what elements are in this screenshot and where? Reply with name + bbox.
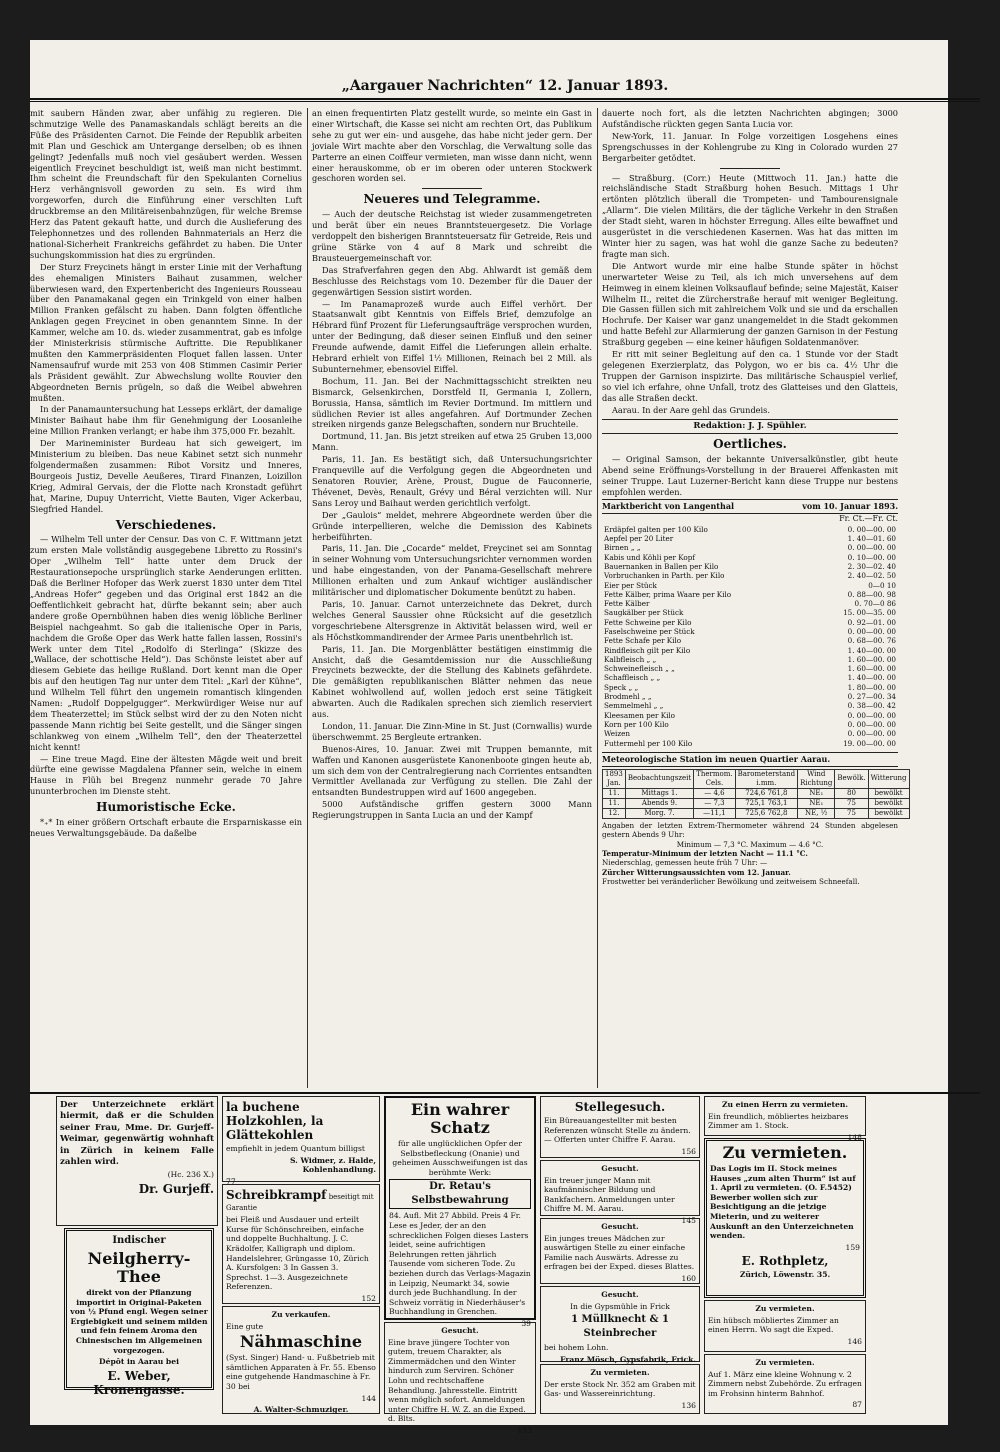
rent-title: Zu vermieten.: [755, 1304, 815, 1313]
coal-title: la buchene Holzkohlen, la Glättekohlen: [226, 1100, 324, 1142]
market-row: [602, 655, 898, 664]
market-row: [602, 599, 898, 608]
wanted-man-ad: [540, 1160, 700, 1225]
weather-cell: Mittags 1.: [625, 788, 693, 798]
tea-vendor: E. Weber, Kronengasse.: [93, 1368, 185, 1397]
news-item: Das Strafverfahren gegen den Abg. Ahlwardt ist gemäß dem Beschlusse des Reichstags vom 10. Dezember für die Dauer der gegenwärtigen Session sistirt worden.: [312, 264, 592, 297]
market-item: Speck „ „: [604, 682, 639, 692]
rent-body: Auf 1. März eine kleine Wohnung v. 2 Zimmern nebst Zubehörde. Zu erfragen im Frohsinn hinterm Bahnhof.: [708, 1369, 862, 1398]
job-search-title: Stellegesuch.: [574, 1100, 666, 1114]
article-paragraph: — Wilhelm Tell unter der Censur. Das von C. F. Wittmann jetzt zum ersten Male vollständig ausgegebene Libretto zu Rossini's Oper „Wilhelm Tell“ hatte unter dem Druck der Restaurationsepoche ursprünglich starke Aenderungen erlitten. Daß die Berliner Hofoper das Werk zuerst 1830 unter dem Titel „Andreas Hofer“ gegeben und das Original erst 1842 an die Oeffentlichkeit gebracht hat, dürfte bekannt sein; aber auch andere große Opernbühnen haben dies wenig löbliche Berliner Beispiel nachgeahmt. So gab die italienische Oper in Paris, nachdem die Große Oper das Werk hatte fallen lassen, Rossini's Werk unter dem Titel „Rodolfo di Sterlinga“ (Skizze des „Wallace, der schottische Held“). Das Schönste leistet aber auf diesem Gebiete das heilige Rußland. Dort kennt man die Oper bis auf den heutigen Tag nur unter dem Titel: „Karl der Kühne“, und Wilhelm Tell führt den ungemein romantisch klingenden Namen: „Rudolf Doppelgugger“. Merkwürdiger Weise nur auf dem Theaterzettel; im Stück selbst wird der zu den Noten nicht passende Mann richtig bei Seite gestellt, und die Sänger singen schlankweg von einem „Wilhelm Tell“, den der Theaterzettel nicht kennt!: [30, 534, 302, 752]
weather-cell: — 4,6: [694, 788, 735, 798]
market-row: [602, 581, 898, 590]
market-item: Vorbruchanken in Parth. per Kilo: [604, 571, 725, 581]
column-2: [312, 108, 592, 1088]
mill-worker-ad: [540, 1286, 700, 1362]
apartment-signature: E. Rothpletz,: [741, 1254, 829, 1269]
apartment-body: Das Logis im II. Stock meines Hauses „zum alten Thurm“ ist auf 1. April zu vermieten. (O. F.5452) Bewerber wollen sich zur Besichtigung an die jetzige Mieterin, und zu weiterer Auskunft an den Unterzeichneten wenden.: [710, 1164, 856, 1241]
notice-ref: (Hc. 236 X.): [167, 1170, 214, 1180]
news-item: London, 11. Januar. Die Zinn-Mine in St. Just (Cornwallis) wurde überschwemmt. 25 Bergleute ertranken.: [312, 720, 592, 742]
rent-ref: 146: [847, 1336, 862, 1346]
weather-row: [603, 808, 910, 818]
weather-station-title: Meteorologische Station im neuen Quartier Aarau.: [602, 752, 898, 767]
wanted-ref: 160: [681, 1273, 696, 1283]
job-search-ad: [540, 1096, 700, 1158]
market-item: Futtermehl per 100 Kilo: [604, 738, 693, 748]
article-paragraph: In der Panamauntersuchung hat Lesseps erklärt, der damalige Minister Baihaut habe ihm für Genehmigung der Loosanleihe eine Million Franken verlangt; er habe ihm 375,000 Fr. bezahlt.: [30, 404, 302, 437]
coal-ref: 77: [226, 1176, 236, 1186]
rent-body: Der erste Stock Nr. 352 am Graben mit Gas- und Wassereinrichtung.: [544, 1379, 696, 1399]
wanted-daughter-ad: [384, 1322, 536, 1435]
book-ad-intro: für alle unglücklichen Opfer der Selbstbefleckung (Onanie) und geheimen Ausschweifungen ist das berühmte Werk:: [392, 1139, 528, 1177]
rent-ref: 136: [681, 1400, 696, 1410]
small-apartment-ad: [704, 1354, 866, 1414]
separator: [720, 168, 780, 169]
market-price: 0. 00—00. 00: [847, 543, 896, 553]
weather-cell: — 7,3: [694, 798, 735, 808]
mill-signature: Franz Mösch, Gypsfabrik, Frick.: [560, 1354, 696, 1364]
editor-line: Redaktion: J. J. Spühler.: [602, 419, 898, 434]
weather-cell: 11.: [603, 788, 626, 798]
news-item: Die Antwort wurde mir eine halbe Stunde später in höchst unerwarteter Weise zu Teil, als ich mich unversehens auf dem Heimweg in einem kleinen Volksauflauf befinde; seine Majestät, Kaiser Wilhelm II., reitet die Zürcherstraße herauf mit weniger Begleitung. Die Gassen füllen sich mit zahlreichem Volk und sie und da erschallen Hochrufe. Der Kaiser war ganz unangemeldet in die Stadt gekommen und hatte Befehl zur Allarmierung der ganzen Garnison in der Festung Straßburg gegeben — eine keiner häufigen Soldatenmanöver.: [602, 260, 898, 348]
weather-cell: Morg. 7.: [625, 808, 693, 818]
market-price: 0. 00—00. 00: [847, 626, 896, 636]
room-ad: [704, 1096, 866, 1142]
rent-floor-ad: [540, 1364, 700, 1414]
coal-ad: [222, 1096, 380, 1186]
news-item: Buenos-Aires, 10. Januar. Zwei mit Truppen bemannte, mit Waffen und Kanonen ausgerüstete Kanonenboote gingen heute ab, um sich dem von der Centralregierung nach Corrientes entsandten Vermittler Avellanada zur Verfügung zu stellen. Die Zahl der entsandten Bundestruppen wird auf 1600 angegeben.: [312, 743, 592, 798]
ad-section-rule: [30, 1092, 980, 1094]
article-paragraph: Der Marineminister Burdeau hat sich geweigert, im Ministerium zu bleiben. Das neue Kabinet setzt sich nunmehr folgendermaßen zusammen: Ribot Vorsitz und Inneres, Bourgeois Justiz, Develle Aeußeres, Tirard Finanzen, Loizillon Krieg, Admiral Gervais, der die Flotte nach Kronstadt geführt hat, Marine, Dupuy Unterricht, Viette Bauten, Viger Ackerbau, Siegfried Handel.: [30, 438, 302, 514]
market-price: 0. 92—01. 00: [847, 617, 896, 627]
market-item: Fette Kälber: [604, 599, 650, 609]
weather-cell: bewölkt: [868, 798, 909, 808]
weather-note: Zürcher Witterungsaussichten vom 12. Januar.: [602, 867, 791, 877]
book-ad: [384, 1096, 536, 1328]
furnished-room-ad: [704, 1300, 866, 1352]
market-item: Saugkälber per Stück: [604, 608, 684, 618]
sewing-title: Zu verkaufen.: [271, 1310, 331, 1319]
market-item: Brodmehl „ „: [604, 692, 652, 702]
weather-note: Temperatur-Minimum der letzten Nacht — 11.1 °C.: [602, 848, 808, 858]
mill-body-2: bei hohem Lohn.: [544, 1343, 609, 1353]
article-paragraph: dauerte noch fort, als die letzten Nachrichten abgingen; 3000 Aufständische rückten gegen Santa Lucia vor.: [602, 108, 898, 129]
news-item: Der „Gaulois“ meldet, mehrere Abgeordnete werden über die Gründe interpellieren, welche die Demission des Kabinets herbeiführten.: [312, 509, 592, 542]
weather-header-cell: Beobachtungszeit: [625, 769, 693, 788]
market-price: 1. 60—00. 00: [847, 664, 896, 674]
job-search-ref: 156: [681, 1146, 696, 1156]
weather-note: Niederschlag, gemessen heute früh 7 Uhr: —: [602, 858, 768, 868]
wanted-girl-ad: [540, 1215, 700, 1284]
market-row: [602, 618, 898, 627]
weather-cell: NE₁: [798, 788, 835, 798]
weather-cell: —11,1: [694, 808, 735, 818]
news-item: — Auch der deutsche Reichstag ist wieder zusammengetreten und berät über ein neues Branntsteuergesetz. Die Vorlage verdoppelt den bisherigen Branntsteuersatz für Getreide, Reis und grüne Stärke von 4 auf 8 Mark und schreibt die Brausteuergemeinschaft vor.: [312, 209, 592, 263]
market-row: [602, 701, 898, 710]
coal-body: empfiehlt in jedem Quantum billigst: [226, 1144, 365, 1153]
article-paragraph: an einen frequentirten Platz gestellt wurde, so meinte ein Gast in einer Wirtschaft, die Kasse sei nicht am rechten Ort, das Publikum sehe zu gut wer ein- und ausgehe, das habe nicht jeder gern. Der joviale Wirt machte aber den Vorschlag, die Verwaltung solle das Parterre an einen Coiffeur vermieten, man wisse dann nicht, wenn einer herauskomme, ob er im oberen oder unteren Stockwerk geschoren worden sei.: [312, 108, 592, 184]
apartment-ref: 159: [845, 1242, 860, 1252]
weather-cell: 725,1 763,1: [735, 798, 798, 808]
news-item: Aarau. In der Aare gehl das Grundeis.: [612, 404, 770, 415]
job-search-body: Ein Büreauangestellter mit besten Referenzen wünscht Stelle zu ändern. — Offerten unter Chiffre F. Aarau.: [544, 1116, 691, 1145]
column-divider: [307, 108, 308, 1088]
weather-cell: 12.: [603, 808, 626, 818]
market-item: Semmelmehl „ „: [604, 701, 664, 711]
wanted-title: Gesucht.: [441, 1326, 479, 1335]
page-header: „Aargauer Nachrichten“ 12. Januar 1893.: [341, 78, 669, 94]
market-price: 2. 30—02. 40: [847, 561, 896, 571]
notice-signature: Dr. Gurjeff.: [138, 1182, 214, 1197]
wanted-ref: 145: [681, 1215, 696, 1225]
market-row: [602, 720, 898, 729]
market-row: [602, 543, 898, 552]
weather-row: [603, 788, 910, 798]
wanted-body: Ein treuer junger Mann mit kaufmännischer Bildung und Bankfachern. Anmeldungen unter Chiffre M. M. Aarau.: [544, 1175, 675, 1214]
book-ad-body: 84. Aufl. Mit 27 Abbild. Preis 4 Fr. Lese es Jeder, der an den schrecklichen Folgen dieses Lasters leidet, seine aufrichtigen Belehrungen retten jährlich Tausende vom sicheren Tode. Zu beziehen durch das Verlags-Magazin in Leipzig, Neumarkt 34, sowie durch jede Buchhandlung. In der Schweiz vorrätig in Niederhäuser's Buchhandlung in Grenchen.: [389, 1211, 531, 1317]
weather-cell: bewölkt: [868, 808, 909, 818]
weather-cell: 725,6 762,8: [735, 808, 798, 818]
article-paragraph: Der Sturz Freycinets hängt in erster Linie mit der Verhaftung des ehemaligen Ministers Baihaut zusammen, welcher überwiesen ward, den Expertenbericht des Ingenieurs Rousseau über den Panamakanal gegen ein Trinkgeld von einer halben Million Franken gefälscht zu haben. Dann folgten öffentliche Anklagen gegen Freycinet in oben genanntem Sinne. In der Kammer, welche am 10. ds. wieder zusammentrat, gab es infolge der Ministerkrisis stürmische Auftritte. Die Republikaner mußten den Kammerpräsidenten Floquet fallen lassen. Unter Namensaufruf wurde mit 253 von 408 Stimmen Casimir Perier als Präsident gewählt. Zur Abwechslung wollte Rouvier den Abgeordneten Bernis prügeln, so daß die Weibel abwehren mußten.: [30, 261, 302, 403]
market-price: 15. 00—35. 00: [843, 608, 896, 618]
section-title: Verschiedenes.: [115, 517, 217, 532]
market-item: Korn per 100 Kilo: [604, 719, 669, 729]
market-item: Birnen „ „: [604, 543, 641, 553]
market-row: [602, 525, 898, 534]
mill-body: In die Gypsmühle in Frick: [570, 1301, 670, 1311]
rent-title: Zu vermieten.: [755, 1358, 815, 1367]
writing-course-ref: 152: [361, 1293, 376, 1303]
tea-title: Neilgherry-Thee: [87, 1249, 191, 1286]
market-item: Schaffleisch „ „: [604, 673, 661, 683]
market-row: [602, 711, 898, 720]
weather-table: [602, 769, 910, 819]
market-price: 1. 60—00. 00: [847, 654, 896, 664]
article-paragraph: *₊* In einer größern Ortschaft erbaute die Ersparniskasse ein neues Verwaltungsgebäude. Da daßelbe: [30, 817, 302, 838]
coal-signature: S. Widmer, z. Halde, Kohlenhandlung.: [289, 1155, 376, 1175]
market-price: 1. 40—01. 60: [847, 534, 896, 544]
weather-note: Angaben der letzten Extrem-Thermometer während 24 Stunden abgelesen gestern Abends 9 Uhr:: [602, 820, 898, 840]
news-item: Er ritt mit seiner Begleitung auf den ca. 1 Stunde vor der Stadt gelegenen Exerzierplatz, das Polygon, wo er bis ca. 4½ Uhr die Truppen der Garnison inspizirte. Das militärische Schauspiel verlief, so viel ich erfahre, ohne Unfall, trotz des Glatteises und den Glatteis, das alle Straßen deckt.: [602, 349, 898, 403]
market-item: Faselschweine per Stück: [604, 626, 695, 636]
wanted-body: Eine brave jüngere Tochter von gutem, treuem Charakter, als Zimmermädchen und den Winter hindurch zum Serviren. Schöner Lohn und rechtschaffene Behandlung. Jahresstelle. Eintritt wenn möglich sofort. Anmeldungen unter Chiffre H. W. Z. an die Exped. d. Blts.: [388, 1337, 526, 1424]
weather-cell: NE, ½: [798, 808, 835, 818]
news-item: Paris, 10. Januar. Carnot unterzeichnete das Dekret, durch welches General Saussier ohne Rücksicht auf die gesetzlich vorgeschriebene Altersgrenze in Aktivität belassen wird, weil er als Höchstkommandirender der Armee Paris unentbehrlich ist.: [312, 598, 592, 642]
sewing-ref: 144: [361, 1393, 376, 1403]
market-table: [602, 525, 898, 748]
column-3: [602, 108, 907, 1078]
sewing-subtitle: Eine gute: [226, 1321, 264, 1331]
sewing-headline: Nähmaschine: [239, 1332, 363, 1352]
news-item: New-York, 11. Januar. In Folge vorzeitigen Losgehens eines Sprengschusses in der Kohlengrube zu King in Colorado wurden 27 Bergarbeiter getödtet.: [602, 130, 898, 163]
weather-notes: [602, 821, 898, 887]
market-row: [602, 571, 898, 580]
weather-header-cell: Barometerstand i.mm.: [735, 769, 798, 788]
writing-course-guarantee: beseitigt mit Garantie: [226, 1193, 374, 1212]
market-row: [602, 683, 898, 692]
rent-title: Zu vermieten.: [590, 1368, 650, 1377]
weather-note: Frostwetter bei veränderlicher Bewölkung und zeitweisem Schneefall.: [602, 877, 860, 887]
market-report-title: [602, 499, 898, 514]
news-item: — Im Panamaprozeß wurde auch Eiffel verhört. Der Staatsanwalt gibt Kenntnis von Eiffels Brief, demzufolge an Hébrard fünf Prozent für Lieferungsaufträge versprochen wurden, unter der Bedingung, daß dieser seinen Einfluß und den seiner Freunde aufwende, damit Eiffel die Lieferungen allein erhalte. Hebrard erhielt von Eiffel 1½ Millionen, Reinach bei 2 Mill. als Subunternehmer, ebensoviel Eiffel.: [312, 298, 592, 374]
market-price: 0. 00—00. 00: [847, 710, 896, 720]
market-price: 1. 80—00. 00: [847, 682, 896, 692]
book-ad-ref: 39: [521, 1318, 531, 1328]
weather-cell: 724,6 761,8: [735, 788, 798, 798]
sewing-machine-ad: [222, 1306, 380, 1414]
market-date: vom 10. Januar 1893.: [802, 500, 898, 511]
market-row: [602, 729, 898, 738]
market-item: Eier per Stück: [604, 580, 657, 590]
weather-cell: NE₁: [798, 798, 835, 808]
market-row: [602, 636, 898, 645]
weather-cell: 11.: [603, 798, 626, 808]
market-price: 2. 40—02. 50: [847, 571, 896, 581]
book-title: Dr. Retau's Selbstbewahrung: [389, 1179, 531, 1209]
news-item: Paris, 11. Jan. Die „Cocarde“ meldet, Freycinet sei am Sonntag in seiner Wohnung vom Untersuchungsrichter vernommen worden und habe eingestanden, von der Panama-Gesellschaft mehrere Millionen erhalten und zum Ankauf wichtiger ausländischer militärischer und diplomatischer Dokumente benützt zu haben.: [312, 543, 592, 598]
market-row: [602, 664, 898, 673]
market-price: 0. 00—00. 00: [847, 719, 896, 729]
news-item: — Original Samson, der bekannte Universalkünstler, gibt heute Abend seine Eröffnungs-Vorstellung in der Brauerei Affenkasten mit seiner Truppe. Laut Luzerner-Bericht kann diese Truppe nur bestens empfohlen werden.: [602, 454, 898, 497]
writing-course-ad: [222, 1184, 380, 1304]
market-item: Schweinefleisch „ „: [604, 664, 675, 674]
weather-cell: bewölkt: [868, 788, 909, 798]
weather-cell: 75: [835, 798, 868, 808]
market-item: Erdäpfel galten per 100 Kilo: [604, 524, 708, 534]
market-price: 1. 40—00. 00: [847, 645, 896, 655]
writing-course-title: Schreibkrampf: [226, 1188, 327, 1202]
market-item: Weizen: [604, 729, 631, 739]
market-price: 0—0 10: [868, 580, 896, 590]
market-item: Kabis und Köhli per Kopf: [604, 552, 696, 562]
sewing-body: (Syst. Singer) Hand- u. Fußbetrieb mit sämtlichen Apparaten à Fr. 55. Ebenso eine gutgehende Handmaschine à Fr. 30 bei: [226, 1353, 376, 1391]
news-item: Paris, 11. Jan. Die Morgenblätter bestätigen einstimmig die Ansicht, daß die Gesamtdemission nur die Ausschließung Freycinets bezweckte, der die Stellung des Kabinets gefährdete. Die gemäßigten republikanischen Blätter nehmen das neue Kabinet wohlwollend auf, wollen jedoch erst seine Tätigkeit abwarten. Auch die Radikalen sprechen sich ziemlich reserviert aus.: [312, 643, 592, 720]
separator: [422, 188, 482, 189]
market-item: Fette Schafe per Kilo: [604, 636, 682, 646]
weather-header-cell: Bewölk.: [835, 769, 868, 788]
market-unit-header: Fr. Ct.—Fr. Ct.: [839, 513, 898, 523]
news-item: — Straßburg. (Corr.) Heute (Mittwoch 11. Jan.) hatte die reichsländische Stadt Straßburg hohen Besuch. Mittags 1 Uhr ertönten plötzlich überall die Trompeten- und Tambourensignale „Allarm“. Die vielen Militärs, die der tägliche Verkehr in den Straßen der Stadt sieht, waren in höchster Erregung. Alles eilte bewaffnet und ausgerüstet in die verschiedenen Kasernen. Was hat das mitten im Winter hier zu sagen, was hat wohl die ganze Sache zu bedeuten? fragte man sich.: [602, 172, 898, 259]
market-row: [602, 673, 898, 682]
weather-cell: 80: [835, 788, 868, 798]
weather-header-cell: Thermom. Cels.: [694, 769, 735, 788]
market-price: 0. 27—00. 34: [847, 692, 896, 702]
market-row: [602, 739, 898, 748]
market-price: 0. 00—00. 00: [847, 524, 896, 534]
market-item: Rindfleisch gilt per Kilo: [604, 645, 691, 655]
tea-depot: Dépôt in Aarau bei: [99, 1357, 179, 1367]
weather-note: Minimum — 7,3 °C. Maximum — 4.6 °C.: [676, 839, 824, 849]
column-1: [30, 108, 302, 1088]
news-item: Paris, 11. Jan. Es bestätigt sich, daß Untersuchungsrichter Franqueville auf die Verfolgung gegen die Abgeordneten und Senatoren Rouvier, Arène, Proust, Dugue de Fauconnerie, Thévenet, Devès, Renault, Grévy und Béral verzichten will. Nur Sans Leroy und Baihaut werden gerichtlich verfolgt.: [312, 454, 592, 508]
market-row: [602, 534, 898, 543]
news-item: Bochum, 11. Jan. Bei der Nachmittagsschicht streikten neu Bismarck, Gelsenkirchen, Dorstfeld II, Germania I, Zollern, Borussia, Hansa, sämtlich im Revier Dortmund. Im mittlern und südlichen Revier ist alles angefahren. Auf Dortmunder Zechen streiken nirgends ganze Belegschaften, sondern nur Bruchteile.: [312, 375, 592, 430]
section-title: Oertliches.: [713, 437, 787, 452]
market-row: [602, 608, 898, 617]
market-row: [602, 562, 898, 571]
section-title: Neueres und Telegramme.: [363, 192, 541, 207]
section-title: Humoristische Ecke.: [96, 800, 236, 815]
weather-cell: 75: [835, 808, 868, 818]
market-price: 19. 00—00. 00: [843, 738, 896, 748]
news-item: 5000 Aufständische griffen gestern 3000 Mann Regierungstruppen in Santa Lucia an und der Kampf: [312, 799, 592, 821]
wanted-ref: 153: [517, 1425, 532, 1435]
market-item: Bauernanken in Ballen per Kilo: [604, 561, 719, 571]
market-item: Kalbfleisch „ „: [604, 654, 657, 664]
tea-ad: [64, 1228, 214, 1397]
market-price: 0. 10—00. 00: [847, 552, 896, 562]
market-item: Fette Schweine per Kilo: [604, 617, 692, 627]
wanted-title: Gesucht.: [601, 1290, 639, 1299]
market-item: Aepfel per 20 Liter: [604, 534, 674, 544]
apartment-address: Zürich, Löwenstr. 35.: [739, 1270, 831, 1280]
market-row: [602, 590, 898, 599]
room-body: Ein freundlich, möbliertes heizbares Zimmer am 1. Stock.: [708, 1111, 849, 1131]
apartment-ad: [704, 1138, 866, 1298]
header-rule: [30, 98, 980, 100]
weather-header-cell: Witterung: [868, 769, 909, 788]
notice-ad: [56, 1096, 218, 1226]
wanted-title: Gesucht.: [601, 1222, 639, 1231]
market-price: 0. 68—00. 76: [847, 636, 896, 646]
market-item: Fette Kälber, prima Waare per Kilo: [604, 589, 732, 599]
sewing-signature: A. Walter-Schmuziger.: [253, 1405, 349, 1415]
room-ref: 148: [847, 1132, 862, 1142]
weather-header-cell: 1893 Jan.: [603, 769, 626, 788]
room-title: Zu einen Herrn zu vermieten.: [721, 1100, 849, 1109]
market-row: [602, 553, 898, 562]
weather-cell: Abends 9.: [625, 798, 693, 808]
weather-row: [603, 798, 910, 808]
tea-title-small: Indischer: [112, 1235, 166, 1246]
wanted-body: Ein junges treues Mädchen zur auswärtigen Stelle zu einer einfache Familie nach Auswärts. Adresse zu erfragen bei der Exped. dieses Blattes.: [544, 1233, 695, 1272]
news-item: Dortmund, 11. Jan. Bis jetzt streiken auf etwa 25 Gruben 13,000 Mann.: [312, 431, 592, 453]
column-divider: [597, 108, 598, 1088]
article-paragraph: mit saubern Händen zwar, aber unfähig zu regieren. Die schmutzige Welle des Panamaskandals schlägt bereits an die Füße des Präsidenten Carnot. Die Feinde der Republik arbeiten mit Plan und Geschick am Untergange derselben; ob es ihnen gelingt? Jedenfalls muß noch viel gesäubert werden. Wessen eigentlich Freycinet beschuldigt ist, weiß man nicht bestimmt. Ihm scheint die Freundschaft für den Spekulanten Cornelius Herz verhängnisvoll geworden zu sein. Es wird ihm vorgeworfen, durch die Einführung einer verschlten Luft druckbremse an den Militäreisenbahnzügen, für welche Bremse Herz das Patent gekauft hatte, und durch die Auslieferung des Telephonnetzes und des rollenden Bahnmaterials an Herz die national-Sicherheit Frankreichs gefährdet zu haben. Die Unter suchungskommission hat dies zu ergründen.: [30, 108, 302, 260]
market-row: [602, 692, 898, 701]
weather-header-cell: Wind Richtung: [798, 769, 835, 788]
apartment-title: Zu vermieten.: [722, 1143, 848, 1162]
market-price: 1. 40—00. 00: [847, 673, 896, 683]
market-price: 0. 70—0 86: [854, 599, 896, 609]
market-price: 0. 38—00. 42: [847, 701, 896, 711]
mill-headline: 1 Müllknecht & 1 Steinbrecher: [571, 1314, 669, 1340]
tea-body: direkt von der Pflanzung importirt in Original-Paketen von ½ Pfund engl. Wegen seiner Ergiebigkeit und seinem milden und fein feinem Aroma den Chinesischen im Allgemeinen vorgezogen.: [70, 1288, 208, 1355]
market-title: Marktbericht von Langenthal: [602, 500, 735, 511]
book-ad-title: Ein wahrer Schatz: [410, 1100, 510, 1137]
article-paragraph: — Eine treue Magd. Eine der ältesten Mägde weit und breit dürfte eine gewisse Magdalena Pfanner sein, welche in einem Hause in Flüh bei Bregenz nunmehr gerade 70 Jahre ununterbrochen im Dienste steht.: [30, 753, 302, 797]
rent-body: Ein hübsch möbliertes Zimmer an einen Herrn. Wo sagt die Exped.: [708, 1315, 839, 1335]
market-price: 0. 88—00. 98: [847, 589, 896, 599]
market-price: 0. 00—00. 00: [847, 729, 896, 739]
header-rule-thin: [30, 101, 980, 102]
market-item: Kleesamen per Kilo: [604, 710, 676, 720]
rent-ref: 87: [852, 1400, 862, 1410]
writing-course-body: bei Fleiß und Ausdauer und erteilt Kurse für Schönschreiben, einfache und doppelte Buchhaltung. J. C. Krädolfer, Kalligraph und diplom. Handelslehrer, Grüngasse 10, Zürich A. Kursfolgen: 3 In Gassen 3. Sprechst. 1—3. Ausgezeichnete Referenzen.: [226, 1215, 369, 1292]
market-row: [602, 646, 898, 655]
wanted-title: Gesucht.: [601, 1164, 639, 1173]
market-row: [602, 627, 898, 636]
notice-text: Der Unterzeichnete erklärt hiermit, daß er die Schulden seiner Frau, Mme. Dr. Gurjeff-Weimar, gegenwärtig wohnhaft in Zürich in keinem Falle zahlen wird.: [60, 1100, 214, 1168]
